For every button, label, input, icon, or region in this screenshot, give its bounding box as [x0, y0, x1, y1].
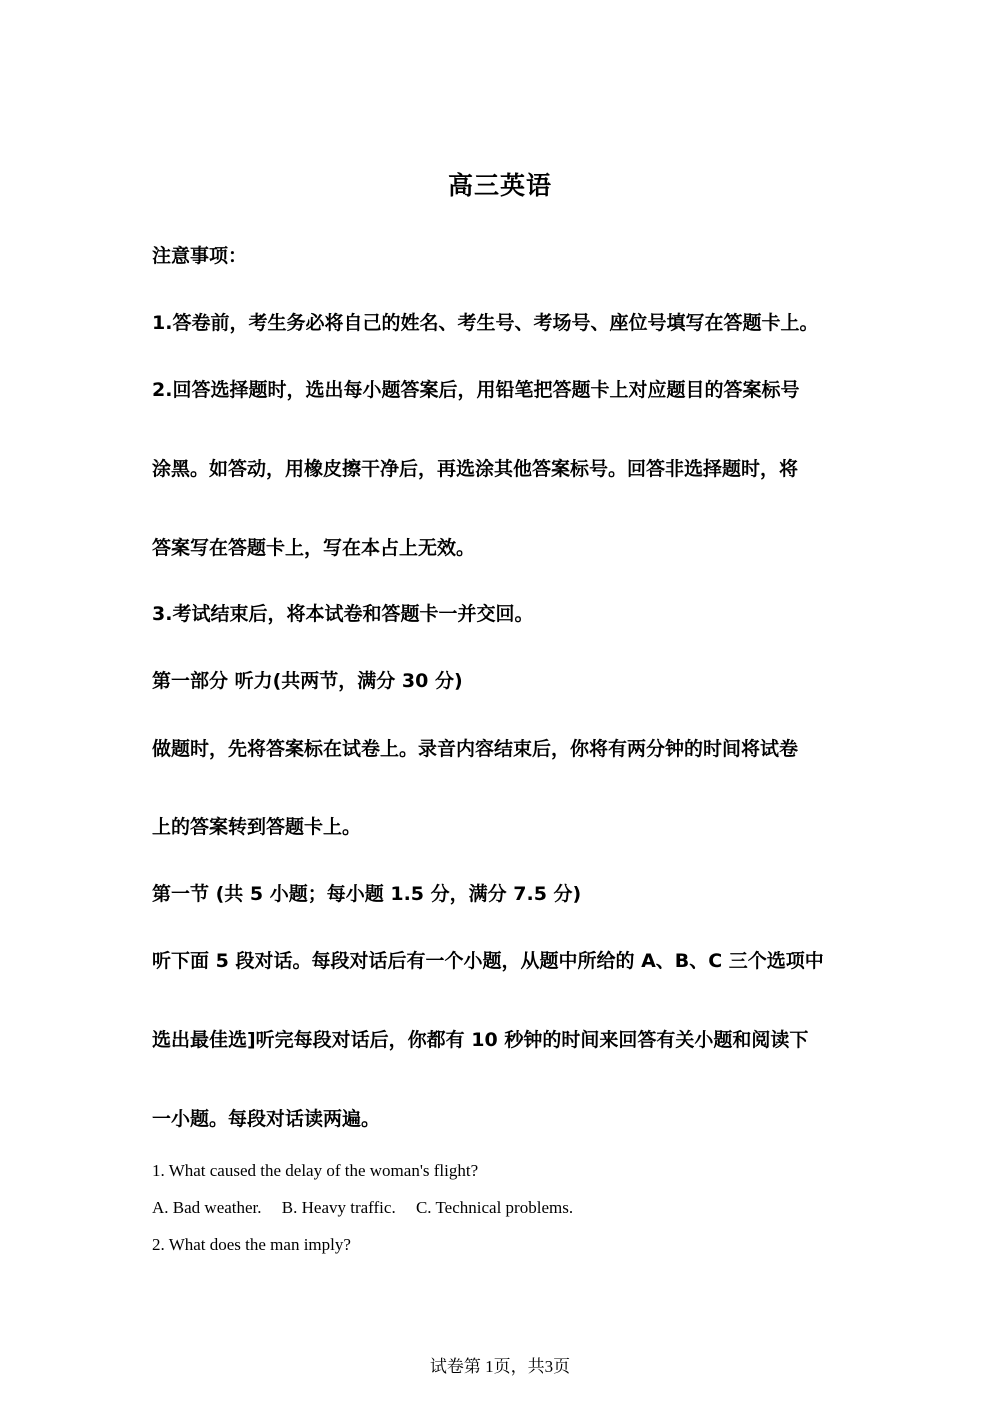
- notice-line: 3.考试结束后，将本试卷和答题卡一并交回。: [152, 603, 534, 625]
- notice-line: 1.答卷前，考生务必将自己的姓名、考生号、考场号、座位号填写在答题卡上。: [152, 312, 819, 334]
- notice-line: 涂黑。如答动，用橡皮擦干净后，再选涂其他答案标号。回答非选择题时，将: [152, 458, 799, 480]
- section-instruction-line: 选出最佳选]听完每段对话后，你都有 10 秒钟的时间来回答有关小题和阅读下: [152, 1029, 809, 1051]
- notice-line: 答案写在答题卡上，写在本占上无效。: [152, 537, 476, 559]
- option-b: B. Heavy traffic.: [281, 1198, 396, 1217]
- notice-line: 2.回答选择题时，选出每小题答案后，用铅笔把答题卡上对应题目的答案标号: [152, 379, 800, 401]
- question-stem: 2. What does the man imply?: [152, 1235, 351, 1254]
- part-instruction-line: 做题时，先将答案标在试卷上。录音内容结束后，你将有两分钟的时间将试卷: [152, 738, 799, 760]
- question-stem: 1. What caused the delay of the woman's flight?: [152, 1161, 479, 1180]
- section-instruction-line: 听下面 5 段对话。每段对话后有一个小题，从题中所给的 A、B、C 三个选项中: [152, 950, 824, 972]
- page-title: 高三英语: [447, 171, 552, 200]
- part-heading: 第一部分 听力(共两节，满分 30 分): [152, 670, 463, 692]
- part-instruction-line: 上的答案转到答题卡上。: [152, 816, 362, 838]
- section-heading: 第一节 (共 5 小题；每小题 1.5 分，满分 7.5 分): [152, 883, 582, 905]
- option-c: C. Technical problems.: [415, 1198, 574, 1217]
- section-instruction-line: 一小题。每段对话读两遍。: [152, 1108, 381, 1130]
- notice-heading: 注意事项：: [152, 245, 248, 267]
- question-options: [152, 1196, 589, 1220]
- page-footer: 试卷第 1页，共3页: [429, 1357, 571, 1376]
- option-a: A. Bad weather.: [152, 1198, 262, 1217]
